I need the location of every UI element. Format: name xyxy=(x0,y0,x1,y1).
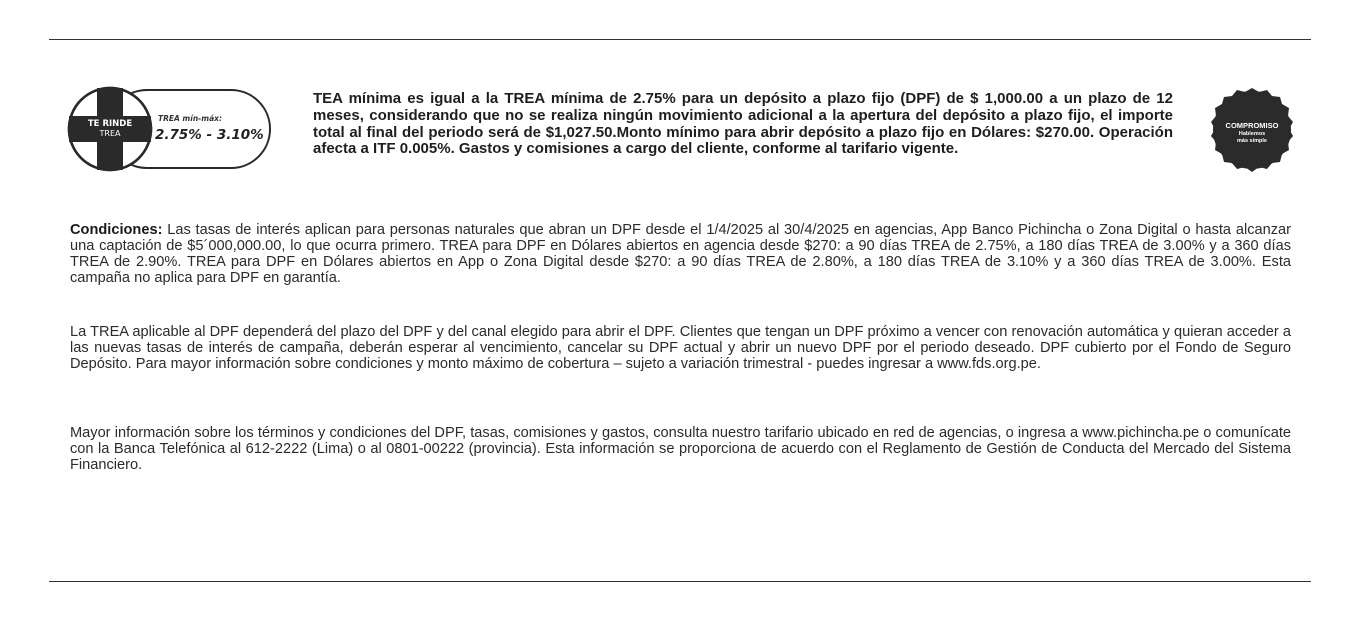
conditions-paragraph xyxy=(70,223,1291,287)
trea-range-value: 2.75% - 3.10% xyxy=(155,127,264,143)
trea-badge xyxy=(67,86,273,174)
te-trea-label: TREA xyxy=(99,129,121,138)
top-divider xyxy=(49,39,1311,40)
te-rinde-label: TE RINDE xyxy=(87,119,133,129)
compromiso-line-2: más simple xyxy=(1237,137,1267,144)
conditions-lead: Condiciones: xyxy=(70,222,163,238)
tea-statement: TEA mínima es igual a la TREA mínima de 2.75% para un depósito a plazo fijo (DPF) de $ 1,000.00 a un plazo de 12 meses, considerando que no se realiza ningún movimiento adicional a la apertura del depósito a plazo fijo, el importe total al final del periodo será de $1,027.50.Monto mínimo para abrir depósito a plazo fijo en Dólares: $270.00. Operación afecta a ITF 0.005%. Gastos y comisiones a cargo del cliente, conforme al tarifario vigente. xyxy=(313,90,1173,158)
compromiso-title: COMPROMISO xyxy=(1225,121,1279,130)
conditions-text: Las tasas de interés aplican para personas naturales que abran un DPF desde el 1/4/2025 al 30/4/2025 en agencias, App Banco Pichincha o Zona Digital o hasta alcanzar una captación de $5´000,000.00, lo que ocurra primero. TREA para DPF en Dólares abiertos en agencia desde $270: a 90 días TREA de 2.75%, a 180 días TREA de 3.00% y a 360 días TREA de 2.90%. TREA para DPF en Dólares abiertos en App o Zona Digital desde $270: a 90 días TREA de 2.80%, a 180 días TREA de 3.10% y a 360 días TREA de 3.00%. Esta campaña no aplica para DPF en garantía. xyxy=(70,222,1291,286)
compromiso-badge xyxy=(1209,87,1295,173)
trea-applicability-paragraph: La TREA aplicable al DPF dependerá del plazo del DPF y del canal elegido para abrir el DPF. Clientes que tengan un DPF próximo a vencer con renovación automática y quieran acceder a las nuevas tasas de interés de campaña, deberán esperar al vencimiento, cancelar su DPF actual y abrir un nuevo DPF por el periodo deseado. DPF cubierto por el Fondo de Seguro Depósito. Para mayor información sobre condiciones y monto máximo de cobertura – sujeto a variación trimestral - puedes ingresar a www.fds.org.pe. xyxy=(70,324,1291,372)
more-info-paragraph: Mayor información sobre los términos y condiciones del DPF, tasas, comisiones y gastos, consulta nuestro tarifario ubicado en red de agencias, o ingresa a www.pichincha.pe o comunícate con la Banca Telefónica al 612-2222 (Lima) o al 0801-00222 (provincia). Esta información se proporciona de acuerdo con el Reglamento de Gestión de Conducta del Mercado del Sistema Financiero. xyxy=(70,425,1291,473)
bottom-divider xyxy=(49,581,1311,582)
compromiso-line-1: Hablemos xyxy=(1238,131,1266,137)
trea-range-label: TREA mín-máx: xyxy=(158,114,222,123)
compromiso-seal-icon xyxy=(1209,87,1295,173)
compromiso-subtitle xyxy=(1209,131,1295,144)
